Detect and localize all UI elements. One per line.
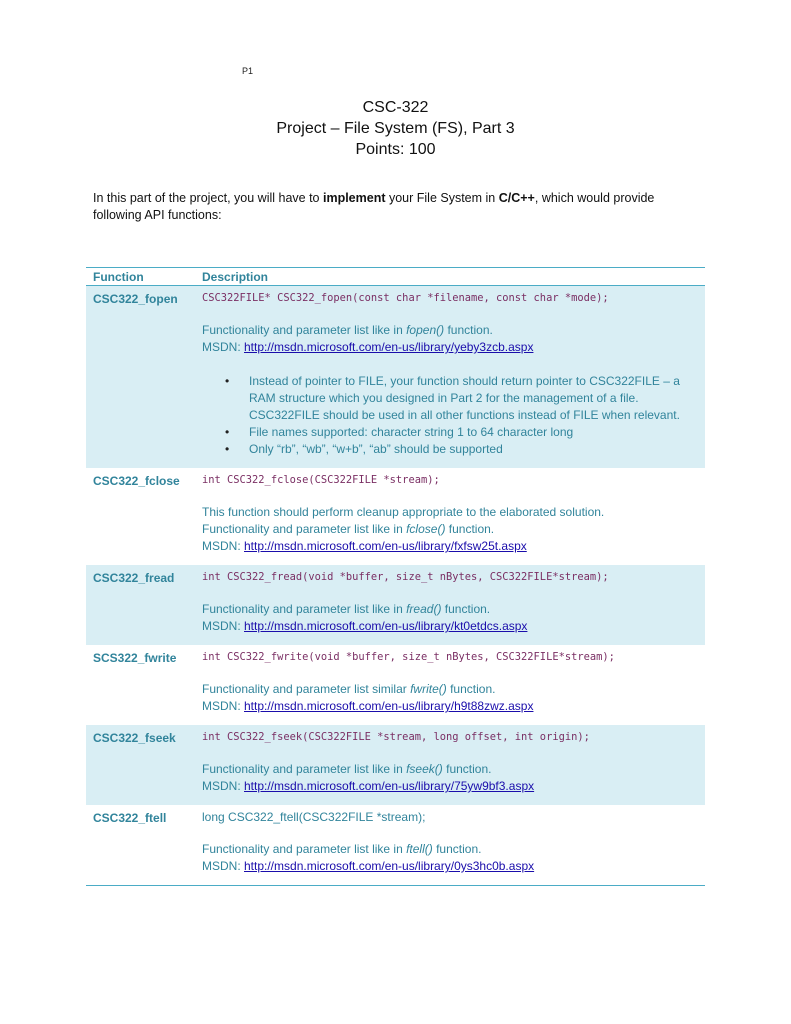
functionality-suffix: function.: [442, 762, 492, 776]
functionality-suffix: function.: [441, 602, 491, 616]
function-ref: fopen(): [406, 323, 445, 337]
function-ref: fread(): [406, 602, 442, 616]
msdn-link[interactable]: http://msdn.microsoft.com/en-us/library/0ys3hc0b.aspx: [244, 859, 535, 873]
table-row-fwrite: [86, 645, 705, 725]
table-row-fseek: [86, 725, 705, 805]
intro-text-1: In this part of the project, you will have to: [93, 191, 323, 205]
intro-bold-implement: implement: [322, 191, 386, 205]
function-ref: fwrite(): [410, 682, 447, 696]
header-description: Description: [202, 268, 705, 286]
functionality-text: Functionality and parameter list like in: [202, 323, 407, 337]
functionality-suffix: function.: [446, 682, 496, 696]
function-signature: int CSC322_fread(void *buffer, size_t nBytes, CSC322FILE*stream);: [202, 571, 609, 583]
msdn-link[interactable]: http://msdn.microsoft.com/en-us/library/kt0etdcs.aspx: [244, 619, 528, 633]
functionality-text: Functionality and parameter list like in: [202, 602, 407, 616]
list-item: • Only “rb”, “wb”, “w+b”, “ab” should be supported: [249, 441, 697, 458]
functionality-text: Functionality and parameter list similar: [202, 682, 411, 696]
course-code: CSC-322: [362, 99, 429, 116]
intro-text-2: your File System in: [385, 191, 499, 205]
page-mark: P1: [242, 66, 254, 76]
function-description: [202, 805, 705, 886]
list-item: • Instead of pointer to FILE, your function should return pointer to CSC322FILE – a RAM structure which you designed in Part 2 for the management of a file. CSC322FILE should be used in all other functions instead of FILE when relevant.: [249, 373, 697, 424]
function-name: CSC322_fopen: [86, 286, 202, 469]
function-ref: fclose(): [406, 522, 446, 536]
function-name: CSC322_fread: [86, 565, 202, 645]
intro-bold-language: C/C++: [498, 191, 535, 205]
msdn-label: MSDN:: [202, 779, 244, 793]
requirements-list: [202, 373, 697, 458]
functionality-suffix: function.: [445, 522, 495, 536]
function-name: CSC322_ftell: [86, 805, 202, 886]
function-name: CSC322_fclose: [93, 474, 180, 488]
function-name: SCS322_fwrite: [93, 651, 177, 665]
function-signature: int CSC322_fseek(CSC322FILE *stream, long offset, int origin);: [202, 731, 590, 743]
msdn-label: MSDN:: [202, 699, 244, 713]
function-description: [202, 645, 705, 725]
intro-text-3: , which would provide following API functions:: [93, 191, 655, 222]
functionality-text: Functionality and parameter list like in: [202, 522, 407, 536]
function-description: [202, 468, 705, 565]
table-row-fopen: [86, 286, 705, 469]
msdn-link[interactable]: http://msdn.microsoft.com/en-us/library/yeby3zcb.aspx: [244, 340, 534, 354]
functionality-suffix: function.: [432, 842, 482, 856]
table-row-ftell: [86, 805, 705, 886]
function-signature: CSC322FILE* CSC322_fopen(const char *filename, const char *mode);: [202, 292, 609, 304]
function-description: [202, 725, 705, 805]
function-ref: ftell(): [406, 842, 433, 856]
function-description: [202, 286, 705, 469]
functionality-text: Functionality and parameter list like in: [202, 842, 407, 856]
msdn-link[interactable]: http://msdn.microsoft.com/en-us/library/fxfsw25t.aspx: [244, 539, 527, 553]
msdn-label: MSDN:: [202, 619, 244, 633]
api-functions-table: [86, 267, 705, 886]
functionality-text: Functionality and parameter list like in: [202, 762, 407, 776]
list-item: • File names supported: character string 1 to 64 character long: [249, 424, 697, 441]
msdn-link[interactable]: http://msdn.microsoft.com/en-us/library/h9t88zwz.aspx: [244, 699, 534, 713]
function-signature: int CSC322_fwrite(void *buffer, size_t nBytes, CSC322FILE*stream);: [202, 651, 615, 663]
function-signature: long CSC322_ftell(CSC322FILE *stream);: [202, 810, 426, 824]
function-description: [202, 565, 705, 645]
table-row-fread: [86, 565, 705, 645]
cleanup-note: This function should perform cleanup appropriate to the elaborated solution.: [202, 505, 605, 519]
document-title: [0, 97, 791, 160]
msdn-label: MSDN:: [202, 340, 244, 354]
function-signature: int CSC322_fclose(CSC322FILE *stream);: [202, 474, 440, 486]
table-row-fclose: [86, 468, 705, 565]
functionality-suffix: function.: [444, 323, 493, 337]
msdn-link[interactable]: http://msdn.microsoft.com/en-us/library/75yw9bf3.aspx: [244, 779, 535, 793]
intro-paragraph: [93, 190, 703, 224]
points: Points: 100: [355, 141, 436, 158]
header-function: Function: [86, 268, 202, 286]
function-name: CSC322_fseek: [86, 725, 202, 805]
project-title: Project – File System (FS), Part 3: [276, 120, 515, 137]
msdn-label: MSDN:: [202, 859, 244, 873]
msdn-label: MSDN:: [202, 539, 244, 553]
function-ref: fseek(): [406, 762, 443, 776]
